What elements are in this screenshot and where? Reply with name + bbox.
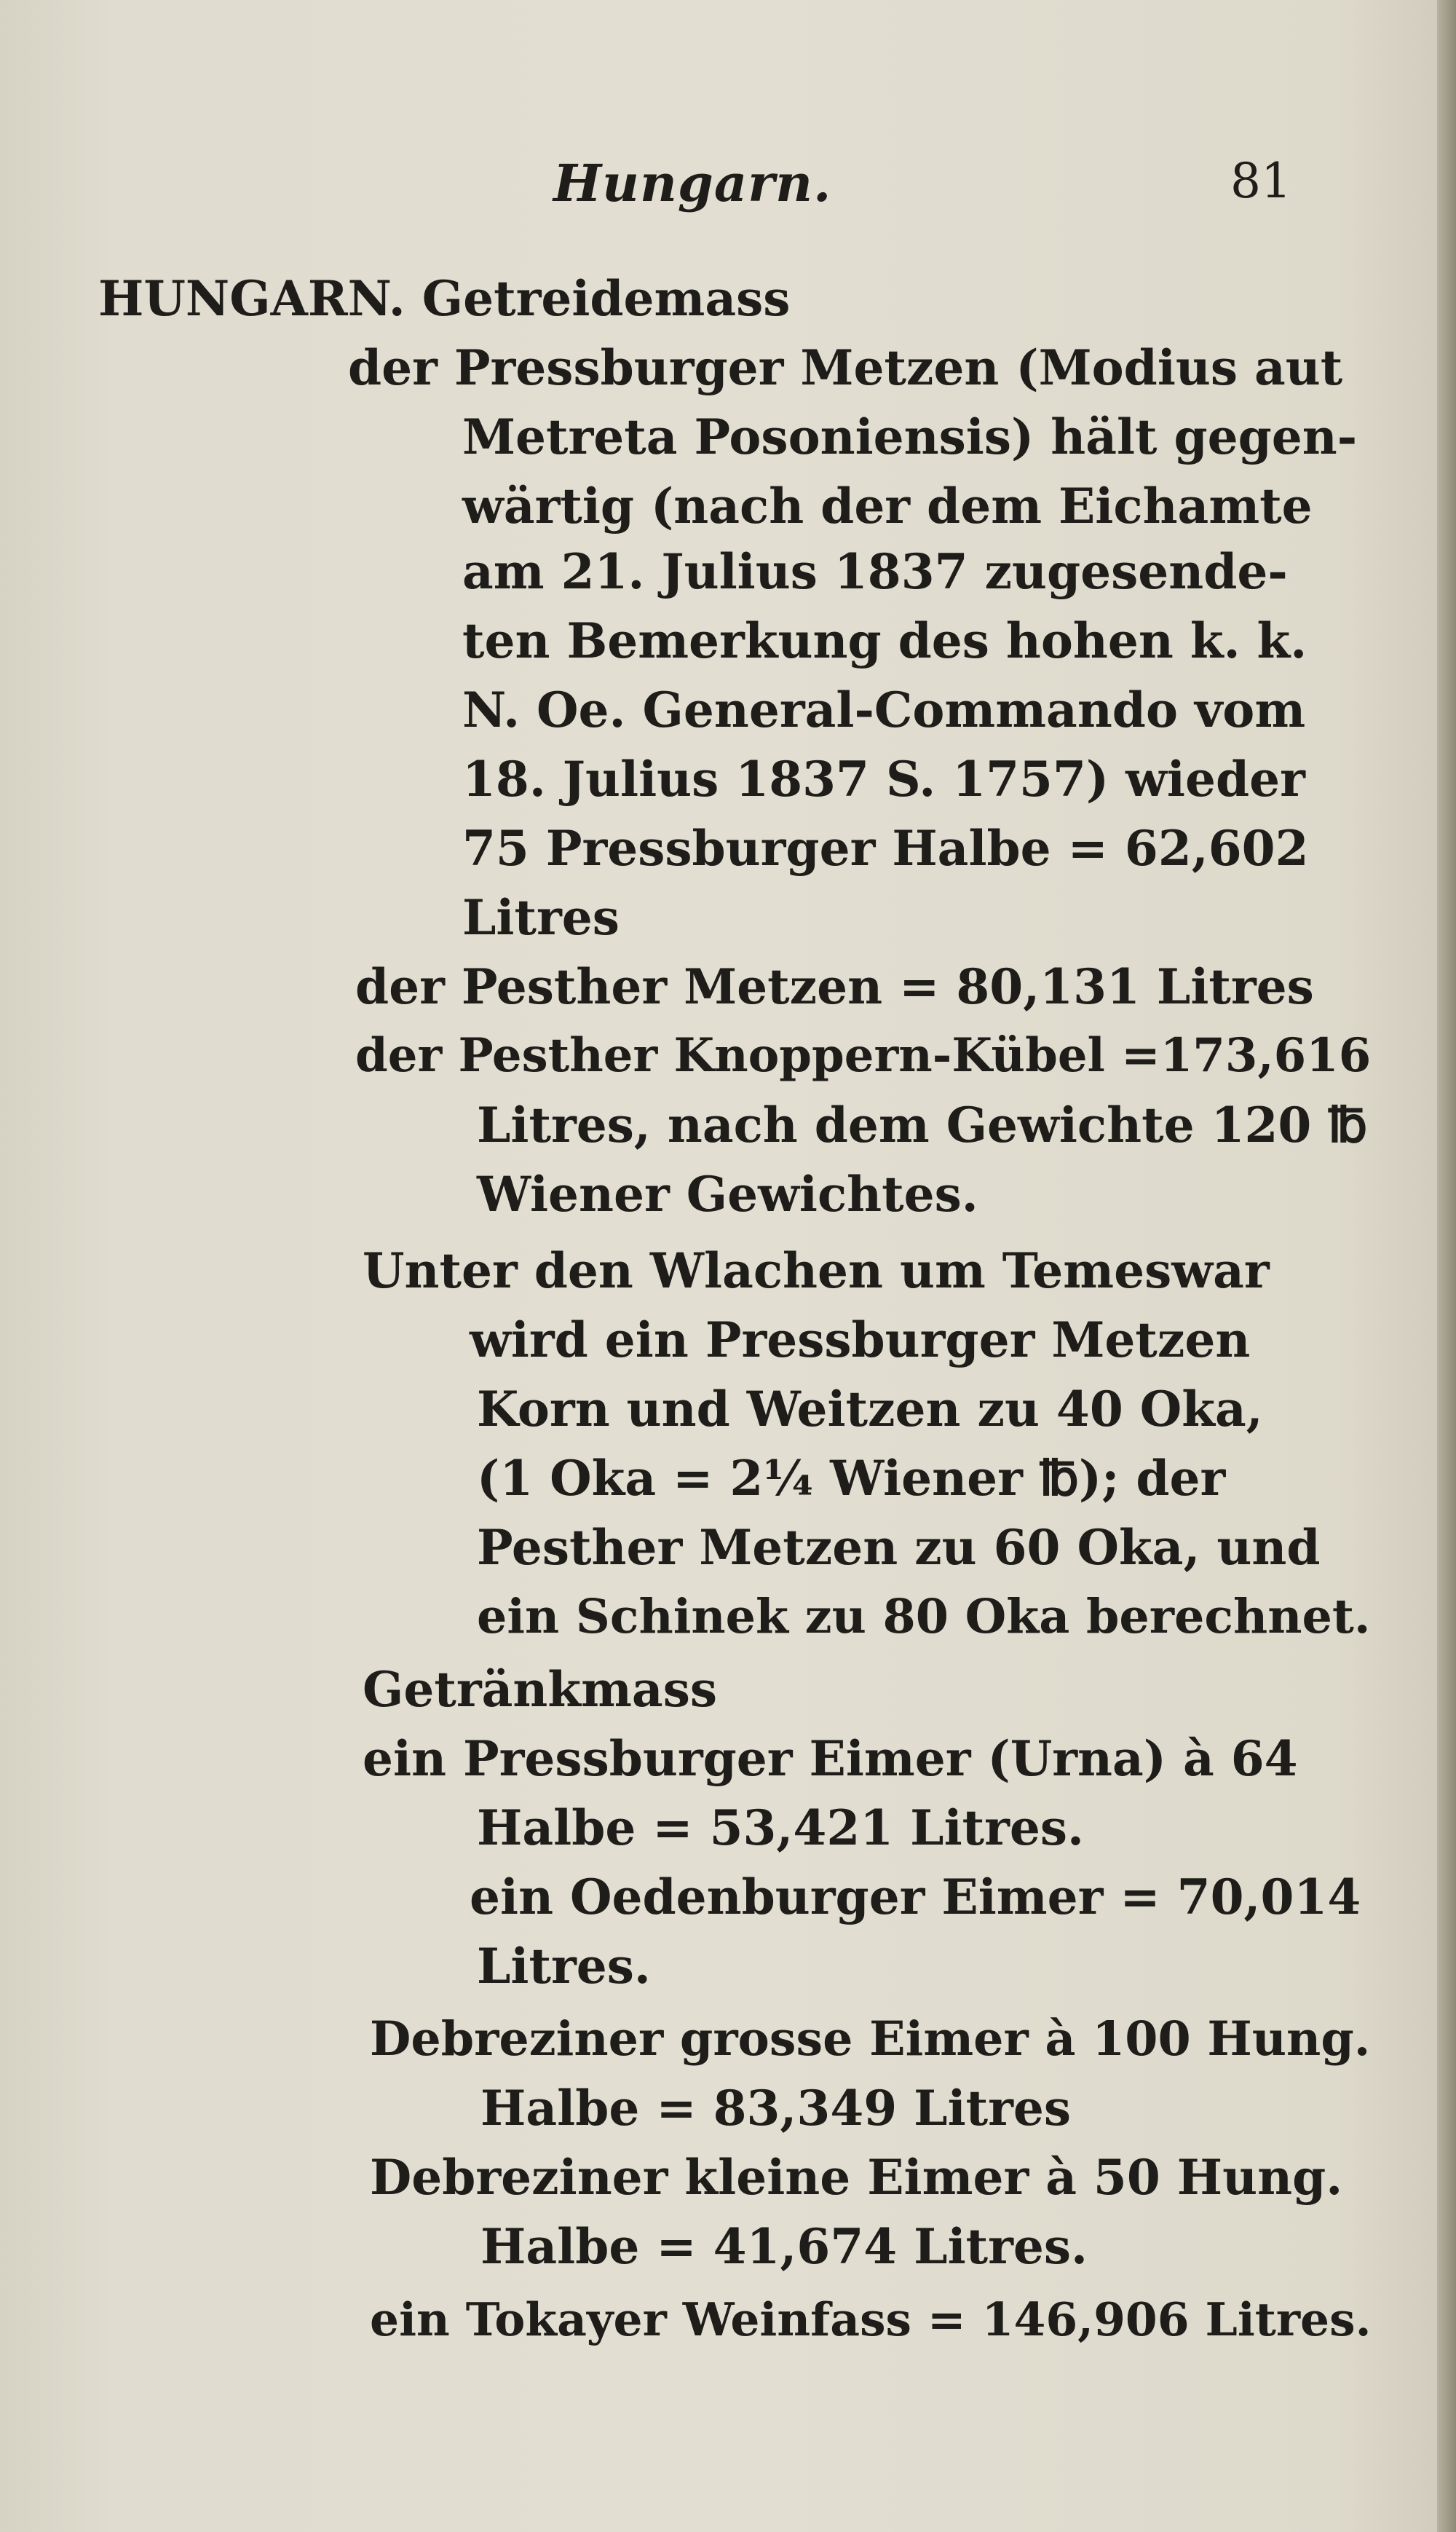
text-line: der Pesther Knoppern-Kübel =173,616 (355, 1028, 1372, 1083)
section-heading: Getränkmass (363, 1661, 718, 1718)
text-line: Litres (462, 889, 620, 946)
text-line: Halbe = 41,674 Litres. (480, 2218, 1088, 2275)
text-line: N. Oe. General-Commando vom (462, 682, 1306, 738)
page-edge (1437, 0, 1456, 2532)
page-number: 81 (1230, 153, 1291, 209)
text-line: Halbe = 83,349 Litres (480, 2080, 1072, 2137)
text-line: wird ein Pressburger Metzen (470, 1312, 1251, 1368)
text-line: der Pesther Metzen = 80,131 Litres (355, 958, 1314, 1015)
text-line: ein Oedenburger Eimer = 70,014 (470, 1869, 1361, 1925)
text-line: am 21. Julius 1837 zugesende- (462, 543, 1288, 600)
text-line: der Pressburger Metzen (Modius aut (348, 339, 1343, 396)
text-line: ein Pressburger Eimer (Urna) à 64 (363, 1730, 1298, 1787)
text-line: Debreziner grosse Eimer à 100 Hung. (370, 2011, 1371, 2067)
text-line: (1 Oka = 2¼ Wiener ℔); der (477, 1450, 1226, 1507)
text-line: Litres. (477, 1938, 651, 1995)
text-line: 75 Pressburger Halbe = 62,602 (462, 820, 1309, 877)
text-line: Wiener Gewichtes. (477, 1166, 978, 1223)
text-line: ein Schinek zu 80 Oka berechnet. (477, 1589, 1371, 1644)
text-line: Metreta Posoniensis) hält gegen- (462, 409, 1358, 465)
text-line: Unter den Wlachen um Temeswar (363, 1242, 1270, 1299)
running-header-title: Hungarn. (553, 153, 832, 213)
text-line: Litres, nach dem Gewichte 120 ℔ (477, 1097, 1368, 1153)
text-line: ten Bemerkung des hohen k. k. (462, 612, 1307, 669)
text-line: 18. Julius 1837 S. 1757) wieder (462, 751, 1305, 808)
text-line: Debreziner kleine Eimer à 50 Hung. (370, 2149, 1343, 2206)
text-line: HUNGARN. Getreidemass (98, 270, 791, 327)
text-line: wärtig (nach der dem Eichamte (462, 478, 1313, 535)
text-line: ein Tokayer Weinfass = 146,906 Litres. (370, 2292, 1372, 2346)
text-line: Korn und Weitzen zu 40 Oka, (477, 1381, 1263, 1437)
text-line: Pesther Metzen zu 60 Oka, und (477, 1519, 1321, 1576)
text-line: Halbe = 53,421 Litres. (477, 1799, 1085, 1856)
